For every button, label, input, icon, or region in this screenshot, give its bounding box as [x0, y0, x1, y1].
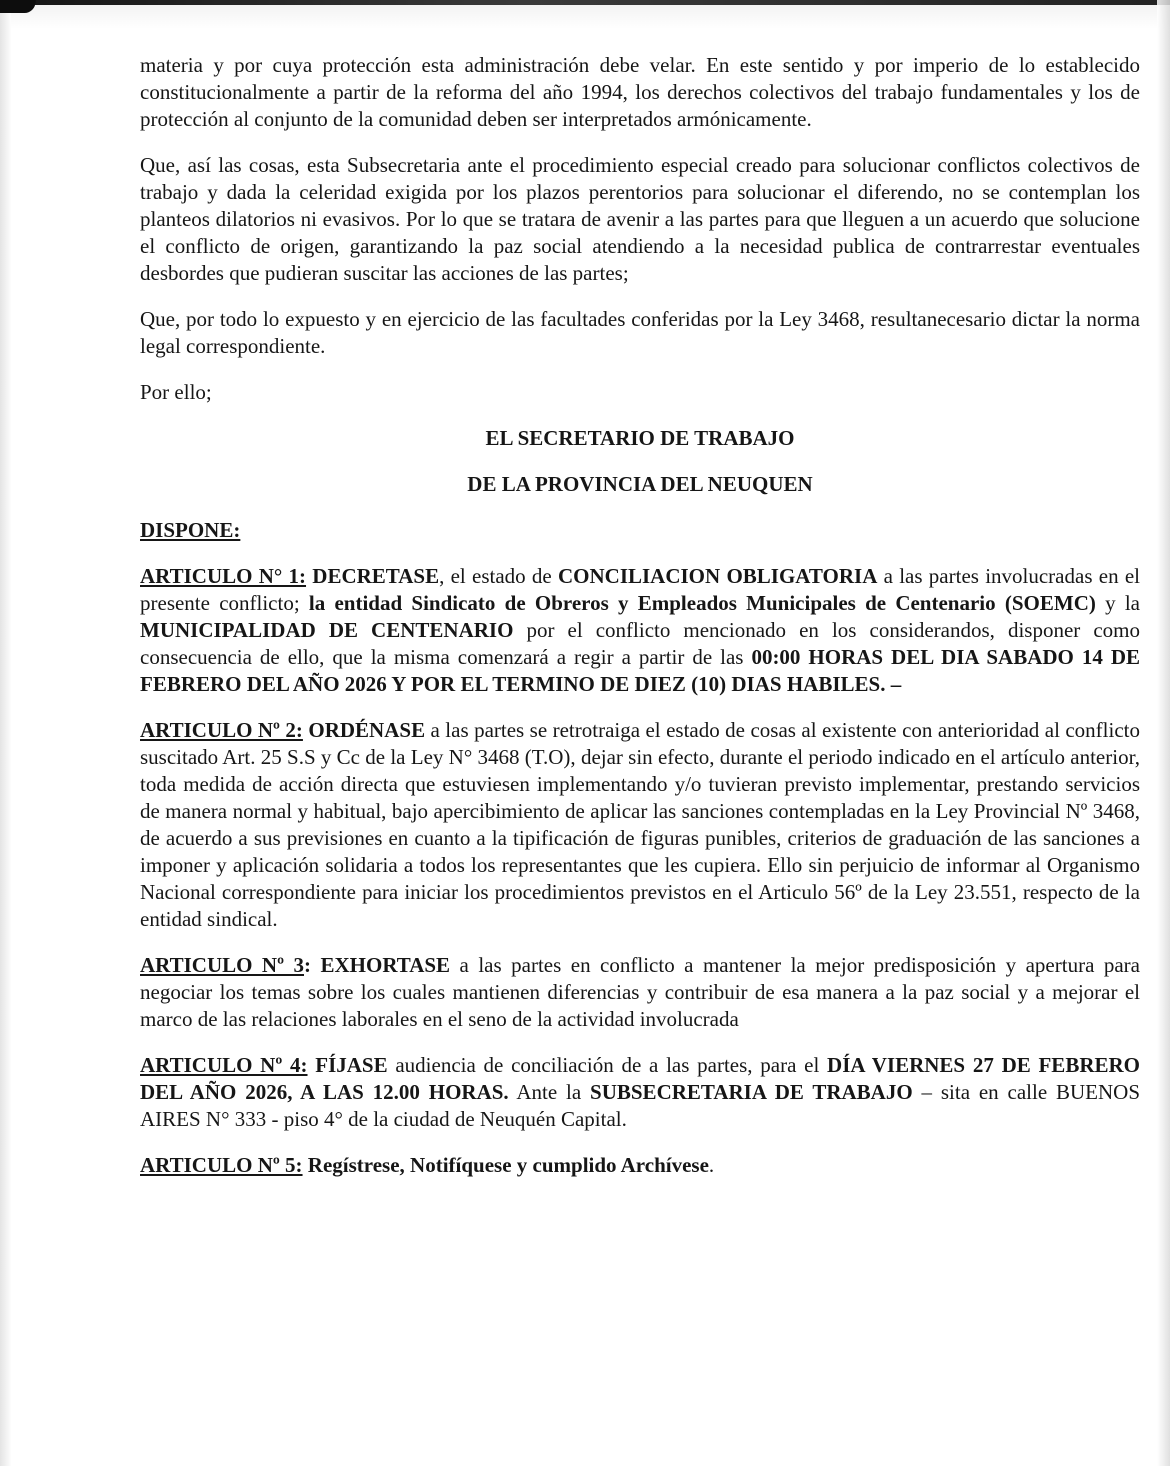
- text-run: FÍJASE: [307, 1053, 388, 1077]
- text-run: SUBSECRETARIA DE TRABAJO: [590, 1080, 913, 1104]
- text-run: MUNICIPALIDAD DE CENTENARIO: [140, 618, 514, 642]
- text-run: DECRETASE: [306, 564, 440, 588]
- text-run: Por ello;: [140, 380, 212, 404]
- authority-heading-line-1: [140, 425, 1140, 452]
- por-ello-line: [140, 379, 1140, 406]
- article-1-label: ARTICULO N° 1:: [140, 564, 307, 588]
- article-5: [140, 1152, 1140, 1179]
- text-run: a las partes se retrotraiga el estado de cosas al existente con anterioridad al conflicto suscitado Art. 25 S.S y Cc de la Ley N° 3468 (T.O), dejar sin efecto, durante el periodo indicado en el artículo anterior, toda medida de acción directa que estuviesen implementando y/o tuvieran previsto implementar, prestando servicios de manera normal y habitual, bajo apercibimiento de aplicar las sanciones contempladas en la Ley Provincial Nº 3468, de acuerdo a sus previsiones en cuanto a la tipificación de figuras punibles, criterios de graduación de las sanciones a imponer y aplicación solidaria a todos los representantes que les cupiera. Ello sin perjuicio de informar al Organismo Nacional correspondiente para iniciar los procedimientos previstos en el Articulo 56º de la Ley 23.551, respecto de la entidad sindical.: [140, 718, 1140, 931]
- recital-paragraph-2: [140, 306, 1140, 360]
- text-run: DÍA VIERNES 27 DE FEBRERO DEL AÑO 2026, A LAS 12.00 HORAS.: [140, 1053, 1140, 1104]
- text-run: 00:00 HORAS DEL DIA SABADO 14 DE FEBRERO DEL AÑO 2026 Y POR EL TERMINO DE DIEZ (10) DIAS HABILES. –: [140, 645, 1140, 696]
- text-run: : EXHORTASE: [304, 953, 451, 977]
- text-run: Que, por todo lo expuesto y en ejercicio de las facultades conferidas por la Ley 3468, resultanecesario dictar la norma legal correspondiente.: [140, 307, 1140, 358]
- document-page: [140, 52, 1140, 1198]
- text-run: audiencia de conciliación de a las partes, para el: [387, 1053, 828, 1077]
- text-run: Ante la: [508, 1080, 591, 1104]
- text-run: .: [708, 1153, 715, 1177]
- text-run: Que, así las cosas, esta Subsecretaria ante el procedimiento especial creado para solucionar conflictos colectivos de trabajo y dada la celeridad exigida por los plazos perentorios para solucionar el diferendo, no se contemplan los planteos dilatorios ni evasivos. Por lo que se tratara de avenir a las partes para que lleguen a un acuerdo que solucione el conflicto de origen, garantizando la paz social atendiendo a la necesidad publica de contrarrestar eventuales desbordes que pudieran suscitar las acciones de las partes;: [140, 153, 1140, 285]
- recital-paragraph-1: [140, 152, 1140, 287]
- authority-title-line-1: EL SECRETARIO DE TRABAJO: [485, 426, 795, 450]
- scan-edge-right: [1157, 0, 1170, 1466]
- scan-corner-mark: [0, 0, 36, 13]
- authority-heading-line-2: [140, 471, 1140, 498]
- text-run: la entidad Sindicato de Obreros y Empleados Municipales de Centenario (SOEMC): [308, 591, 1096, 615]
- text-run: a las partes involucradas en el presente conflicto;: [140, 564, 1140, 615]
- article-2: [140, 717, 1140, 933]
- article-4: [140, 1052, 1140, 1133]
- scan-edge-top-shadow: [0, 5, 1170, 29]
- text-run: y la: [1095, 591, 1141, 615]
- text-run: materia y por cuya protección esta administración debe velar. En este sentido y por imperio de lo establecido constitucionalmente a partir de la reforma del año 1994, los derechos colectivos del trabajo fundamentales y los de protección al conjunto de la comunidad deben ser interpretados armónicamente.: [140, 53, 1140, 131]
- article-3: [140, 952, 1140, 1033]
- scan-edge-left: [0, 0, 11, 1466]
- article-5-label: ARTICULO Nº 5:: [140, 1153, 303, 1177]
- text-run: , el estado de: [439, 564, 558, 588]
- article-3-label: ARTICULO Nº 3: [140, 953, 304, 977]
- text-run: a las partes en conflicto a mantener la mejor predisposición y apertura para negociar los temas sobre los cuales mantienen diferencias y contribuir de esa manera a la paz social y a mejorar el marco de las relaciones laborales en el seno de la actividad involucrada: [140, 953, 1141, 1031]
- continuation-paragraph: [140, 52, 1140, 133]
- dispone-heading: [140, 517, 1140, 544]
- authority-title-line-2: DE LA PROVINCIA DEL NEUQUEN: [467, 472, 813, 496]
- dispone-label: DISPONE:: [140, 518, 241, 542]
- text-run: ORDÉNASE: [302, 718, 426, 742]
- text-run: – sita en calle BUENOS AIRES N° 333 - piso 4° de la ciudad de Neuquén Capital.: [140, 1080, 1141, 1131]
- text-run: CONCILIACION OBLIGATORIA: [558, 564, 878, 588]
- text-run: Regístrese, Notifíquese y cumplido Archívese: [302, 1153, 709, 1177]
- text-run: por el conflicto mencionado en los considerandos, disponer como consecuencia de ello, que la misma comenzará a regir a partir de las: [140, 618, 1140, 669]
- article-1: [140, 563, 1140, 698]
- article-4-label: ARTICULO Nº 4:: [140, 1053, 308, 1077]
- article-2-label: ARTICULO Nº 2:: [140, 718, 303, 742]
